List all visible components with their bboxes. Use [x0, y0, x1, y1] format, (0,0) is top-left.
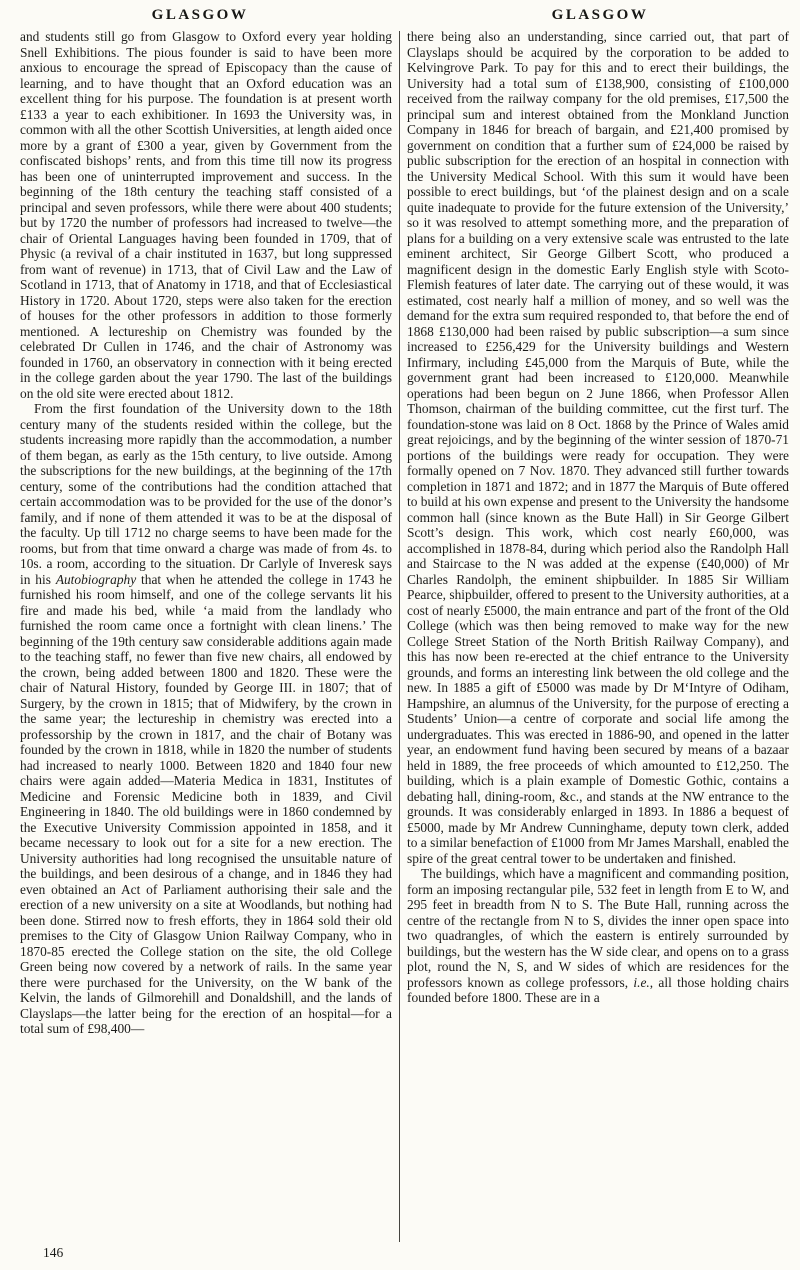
italic-text-run: i.e.	[633, 974, 650, 990]
running-head	[0, 0, 800, 24]
right-column	[407, 29, 789, 1248]
text-run: The buildings, which have a magnificent and commanding position, form an imposing rectangular pile, 532 feet in length from E to W, and 295 feet in breadth from N to S. The Bute Hall, running across the centre of the rectangle from N to S, divides the inner open space into two quadrangles, of which the eastern is entirely surrounded by buildings, but the western has the W side clear, and opens on to a grass plot, round the N, S, and W sides of which are residences for the professors known as college professors,	[407, 866, 789, 990]
column-divider	[399, 31, 400, 1242]
text-run: there being also an understanding, since carried out, that part of Clayslaps should be acquired by the corporation to be added to Kelvingrove Park. To pay for this and to erect their buildings, the University had a total sum of £138,900, consisting of £100,000 received from the railway company for the old premises, £17,500 the principal sum and interest obtained from the Monkland Junction Company in 1846 for breach of bargain, and £21,400 promised by government on condition that a further sum of £24,000 be raised by public subscription for the erection of an hospital in connection with the University Medical School. With this sum it would have been possible to erect buildings, but ‘of the plainest design and on a scale quite inadequate to provide for the future extension of the University,’ so it was resolved to attempt something more, and the preparation of plans for a building on a very extensive scale was entrusted to the late eminent architect, Sir George Gilbert Scott, who produced a magnificent design in the domestic Early English style with Scoto-Flemish features of later date. The carrying out of these would, it was estimated, cost nearly half a million of money, and so well was the demand for the extra sum required responded to, that before the end of 1868 £130,000 had been raised by public subscription—a sum since increased to £256,429 for the University buildings and Western Infirmary, including £45,000 from the Marquis of Bute, while the government grant had been increased to £120,000. Meanwhile operations had been begun on 2 June 1866, when Professor Allen Thomson, chairman of the building committee, cut the first turf. The foundation-stone was laid on 8 Oct. 1868 by the Prince of Wales amid great rejoicings, and by the beginning of the winter session of 1870-71 portions of the buildings were ready for occupation. They were formally opened on 7 Nov. 1870. They advanced still further towards completion in 1871 and 1872; and in 1877 the Marquis of Bute offered to build at his own expense and present to the University the handsome common hall (since known as the Bute Hall) in Sir George Gilbert Scott’s design. This work, which cost nearly £60,000, was accomplished in 1878-84, during which period also the Randolph Hall and Staircase to the N was added at the expense (£40,000) of Mr Charles Randolph, the eminent shipbuilder. In 1885 Sir William Pearce, shipbuilder, offered to present to the University authorities, at a cost of nearly £5000, the main entrance and part of the front of the Old College (which was then being removed to make way for the new College Street Station of the North British Railway Company), and this has now been re-erected at the chief entrance to the University grounds, and forms an interesting link between the old college and the new. In 1885 a gift of £5000 was made by Dr M‘Intyre of Odiham, Hampshire, an alumnus of the University, for the purpose of erecting a Students’ Union—a centre of corporate and social life among the undergraduates. This was erected in 1886-90, and opened in the latter year, an endowment fund having been secured by means of a bazaar held in 1889, the free proceeds of which amounted to £12,250. The building, which is a plain example of Domestic Gothic, contains a debating hall, dining-room, &c., and stands at the NW entrance to the grounds. It was considerably enlarged in 1893. In 1886 a bequest of £5000, made by Mr Andrew Cunninghame, deputy town clerk, added to a similar benefaction of £1000 from Mr James Marshall, enabled the spire of the great central tower to be undertaken and finished.	[407, 29, 789, 866]
paragraph	[20, 29, 392, 401]
text-columns	[0, 24, 800, 1248]
paragraph	[407, 866, 789, 1006]
text-run: and students still go from Glasgow to Oxford every year holding Snell Exhibitions. The pious founder is said to have been more anxious to encourage the spread of Episcopacy than the cause of learning, and to have thought that an Oxford education was an excellent thing for his purpose. The foundation is at present worth £133 a year to each exhibitioner. In 1693 the University was, in common with all the other Scottish Universities, at length aided once more by a grant of £300 a year, given by Government from the confiscated bishops’ rents, and from this time till now its progress has been one of uninterrupted improvement and success. In the beginning of the 18th century the teaching staff consisted of a principal and seven professors, while there were about 400 students; but by 1720 the number of professors had increased to twelve—the chair of Oriental Languages having been founded in 1709, that of Physic (a revival of a chair instituted in 1637, but long suppressed from want of revenue) in 1713, that of Civil Law and the Law of Scotland in 1713, that of Anatomy in 1718, and that of Ecclesiastical History in 1720. About 1720, steps were also taken for the erection of houses for the other professors in addition to those formerly mentioned. A lectureship on Chemistry was founded by the celebrated Dr Cullen in 1746, and the chair of Astronomy was founded in 1760, an observatory in connection with it being erected in the college garden about the year 1790. The last of the buildings on the old site were erected about 1812.	[20, 29, 392, 401]
page-number: 146	[43, 1245, 64, 1260]
text-run: From the first foundation of the University down to the 18th century many of the students resided within the college, but the students increasing more rapidly than the accommodation, a number of them began, as early as the 15th century, to live outside. Among the subscriptions for the new buildings, at the beginning of the 17th century, some of the contributions had the condition attached that certain accommodation was to be provided for the use of the donor’s family, and if none of them attended it was to be at the disposal of the faculty. Up till 1712 no charge seems to have been made for the rooms, but from that time onward a charge was made of from 4s. to 10s. a room, according to the situation. Dr Carlyle of Inveresk says in his	[20, 401, 392, 587]
text-run: , all those holding chairs founded before 1800. These are in a	[407, 974, 789, 1005]
text-run: that when he attended the college in 1743 he furnished his room himself, and one of the college servants lit his fire and made his bed, while ‘a maid from the landlady who furnished the room came once a fortnight with clean linens.’ The beginning of the 19th century saw considerable additions again made to the teaching staff, no fewer than five new chairs, all endowed by the crown, being added between 1800 and 1820. These were the chair of Natural History, founded by George III. in 1807; that of Surgery, by the crown in 1815; that of Midwifery, by the crown in the same year; the lectureship in chemistry was erected into a professorship by the crown in 1817, and the chair of Botany was founded by the crown in 1818, while in 1820 the number of students had increased to nearly 1000. Between 1820 and 1840 four new chairs were again added—Materia Medica in 1831, Institutes of Medicine and Forensic Medicine both in 1839, and Civil Engineering in 1840. The old buildings were in 1860 condemned by the Executive University Commission appointed in 1858, and it became necessary to look out for a site for a new erection. The University authorities had long recognised the unsuitable nature of the buildings, and been desirous of a change, and in 1846 they had even obtained an Act of Parliament authorising their sale and the erection of a new university on a site at Woodlands, but nothing had been done. Stirred now to fresh efforts, they in 1864 sold their old premises to the City of Glasgow Union Railway Company, who in 1870-85 erected the College station on the site, the old College Green being now covered by a network of rails. In the same year there were purchased for the University, on the W bank of the Kelvin, the lands of Gilmorehill and Donaldshill, and the lands of Clayslaps—the latter being for the erection of an hospital—for a total sum of £98,400—	[20, 571, 392, 1036]
italic-text-run: Autobiography	[55, 571, 137, 587]
paragraph	[20, 401, 392, 1037]
paragraph	[407, 29, 789, 866]
left-column	[20, 29, 392, 1248]
running-head-left: GLASGOW	[151, 7, 249, 23]
running-head-right: GLASGOW	[551, 7, 649, 23]
